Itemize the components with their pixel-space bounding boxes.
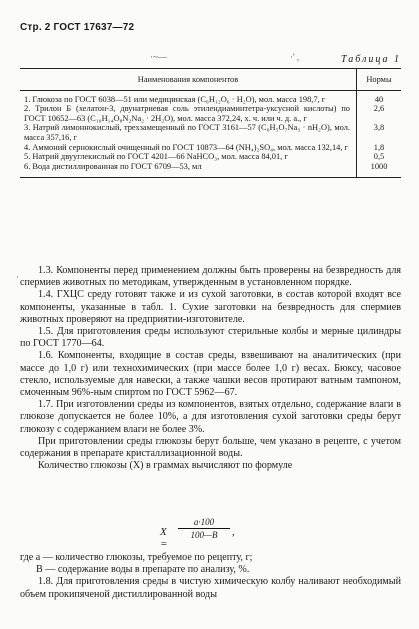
legend-a: где a — количество глюкозы, требуемое по рецепту, г;	[20, 552, 253, 563]
formula-fraction	[178, 517, 230, 540]
legend-b: B — содержание воды в препарате по анализу, %.	[36, 564, 250, 576]
formula-legend	[20, 552, 401, 601]
print-mark: ·' ,	[290, 52, 300, 62]
component-cell: 2. Трилон Б (хелатон-3, двунатриевая соль этилендиаминтетра-уксусной кислоты) по ГОСТ 10652—63 (C₁₀H₁₄O₈N₂Na₂ · 2H₂O), мол. масса 372,24, х. ч. или ч. д. а., г	[24, 104, 350, 123]
page-header: Стр. 2 ГОСТ 17637—72	[20, 22, 135, 33]
component-cell: 5. Натрий двууглекислый по ГОСТ 4201—66 NaHCO₃, мол. масса 84,01, г	[24, 152, 288, 162]
paragraph-1-8: 1.8. Для приготовления среды в чистую химическую колбу наливают необходимый объем прокипяченой дистиллированной воды	[20, 576, 401, 600]
paragraph-1-5: 1.5. Для приготовления среды используют стерильные колбы и мерные цилиндры по ГОСТ 1770—64.	[20, 326, 401, 350]
formula-numerator: a·100	[178, 517, 230, 529]
component-cell: 1. Глюкоза по ГОСТ 6038—51 или медицинская (C₆H₁₂O₆ · H₂O), мол. масса 198,7, г	[24, 94, 326, 104]
paragraph-formula-intro: Количество глюкозы (X) в граммах вычисляют по формуле	[38, 460, 293, 472]
norm-cell: 1,8	[357, 143, 402, 153]
paragraph-1-4: 1.4. ГХЦС среду готовят также и из сухой заготовки, в состав которой входят все компоненты, указанные в табл. 1. Сухие заготовки на безвредность для спермиев животных проверяют на предприятии-изготовителе.	[20, 289, 401, 325]
norm-cell: 40	[357, 90, 402, 104]
table-row	[20, 104, 401, 123]
component-cell: 4. Аммоний сернокислый очищенный по ГОСТ 10873—64 (NH₄)₂SO₄, мол. масса 132,14, г	[24, 142, 348, 152]
norm-cell: 3,8	[357, 123, 402, 142]
table-row	[20, 162, 401, 178]
table-caption: Таблица 1	[341, 54, 401, 65]
table-row	[20, 123, 401, 142]
paragraph-1-7: 1.7. При изготовлении среды из компонентов, взятых отдельно, содержание влаги в глюкозе допускается не более 10%, а для изготовления сухой заготовки среды берут глюкозу с содержанием влаги не более 3%.	[20, 399, 401, 435]
body-text	[20, 265, 401, 472]
table-row	[20, 90, 401, 104]
print-mark: ·~—	[150, 52, 167, 62]
formula-lhs: X =	[160, 526, 168, 550]
norm-cell: 1000	[357, 162, 402, 178]
column-header-components: Наименования компонентов	[20, 69, 357, 91]
paragraph-1-3: 1.3. Компоненты перед применением должны быть проверены на безвредность для спермиев животных по методикам, утвержденным в установленном порядке.	[20, 265, 401, 289]
formula-denominator: 100—B	[190, 530, 218, 540]
column-header-norms: Нормы	[357, 69, 402, 91]
norm-cell: 2,6	[357, 104, 402, 123]
norm-cell: 0,5	[357, 152, 402, 162]
table-row	[20, 152, 401, 162]
table-row	[20, 143, 401, 153]
component-cell: 3. Натрий лимоннокислый, трехзамещенный по ГОСТ 3161—57 (C₆H₅O₇Na₃ · nH₂O), мол. масса 357,16, г	[24, 123, 350, 142]
formula-tail: ,	[232, 526, 235, 538]
print-mark: ·	[16, 272, 19, 282]
components-table	[20, 68, 401, 178]
paragraph-water-note: При приготовлении среды глюкозы берут больше, чем указано в рецепте, с учетом содержания в препарате кристаллизационной воды.	[20, 435, 401, 460]
paragraph-1-6: 1.6. Компоненты, входящие в состав среды, взвешивают на аналитических (при массе до 1,0 г) или технохимических (при массе более 1,0 г) весах. Бюксу, часовое стекло, используемые для навески, а также чашки весов протирают ватным тампоном, смоченным 96%-ным спиртом по ГОСТ 5962—67.	[20, 350, 401, 399]
component-cell: 6. Вода дистиллированная по ГОСТ 6709—53, мл	[20, 162, 357, 178]
